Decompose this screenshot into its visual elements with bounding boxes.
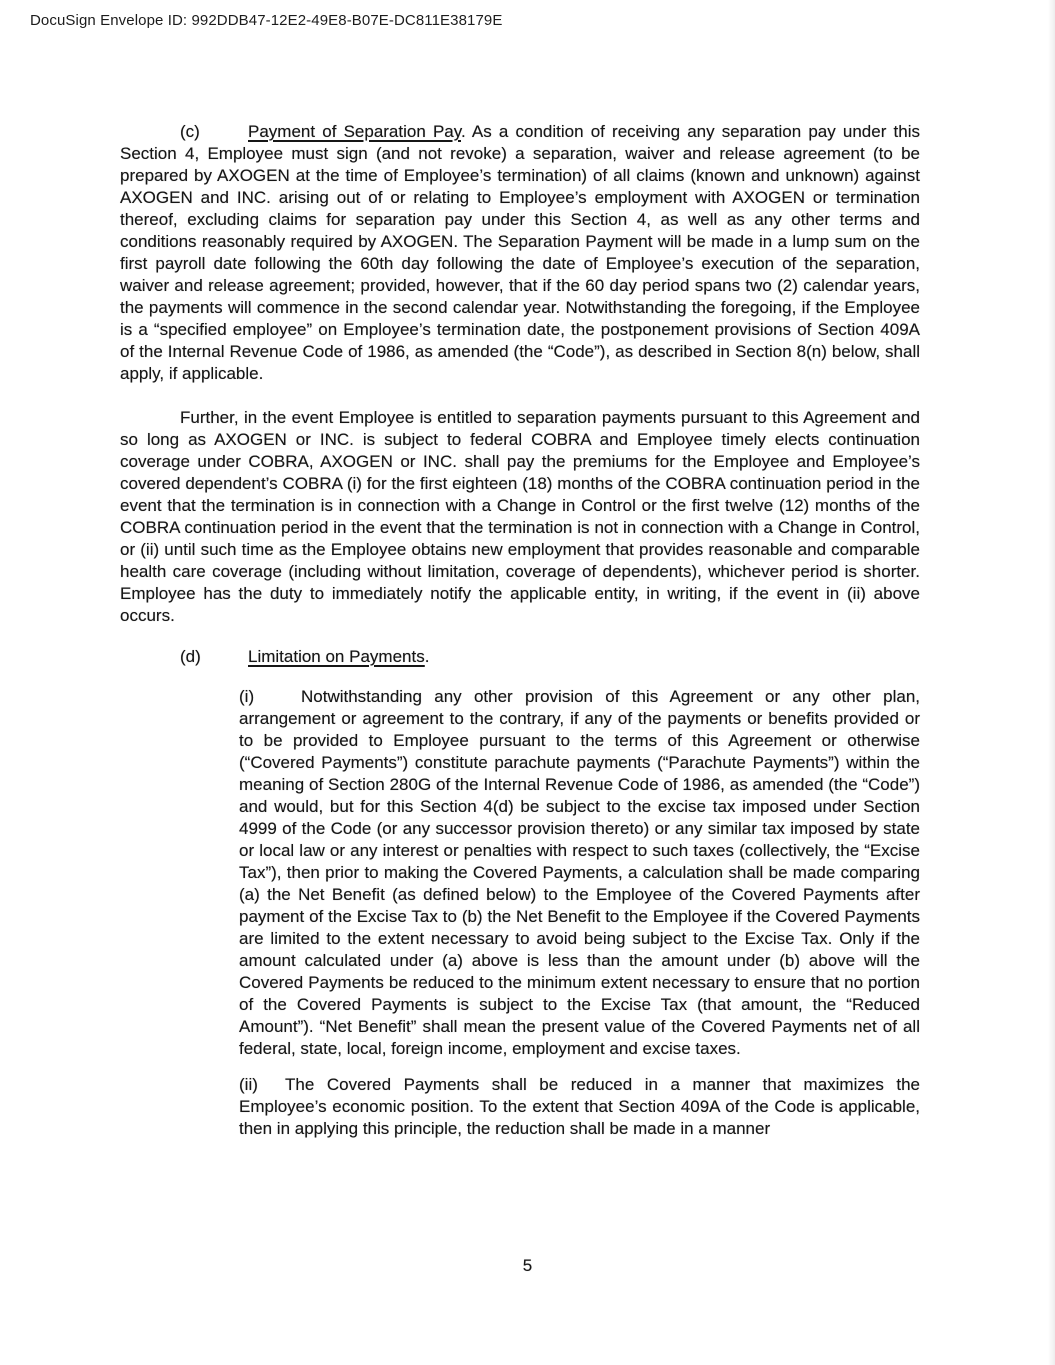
further-paragraph <box>120 407 920 627</box>
section-d-item-ii-paragraph <box>239 1074 920 1140</box>
item-i-body-text: Notwithstanding any other provision of this Agreement or any other plan, arrangement or agreement to the contrary, if any of the payments or benefits provided or to be provided to Employee pursuant to the terms of this Agreement or otherwise (“Covered Payments”) constitute parachute payments (“Parachute Payments”) within the meaning of Section 280G of the Internal Revenue Code of 1986, as amended (the “Code”) and would, but for this Section 4(d) be subject to the excise tax imposed under Section 4999 of the Code (or any successor provision thereto) or any similar tax imposed by state or local law or any interest or penalties with respect to such taxes (collectively, the “Excise Tax”), then prior to making the Covered Payments, a calculation shall be made comparing (a) the Net Benefit (as defined below) to the Employee of the Covered Payments after payment of the Excise Tax to (b) the Net Benefit to the Employee if the Covered Payments are limited to the extent necessary to avoid being subject to the Excise Tax. Only if the amount calculated under (a) above is less than the amount under (b) above will the Covered Payments be reduced to the minimum extent necessary to ensure that no portion of the Covered Payments is subject to the Excise Tax (that amount, the “Reduced Amount”). “Net Benefit” shall mean the present value of the Covered Payments net of all federal, state, local, foreign income, employment and excise taxes. <box>239 687 920 1058</box>
item-ii-body-text: The Covered Payments shall be reduced in a manner that maximizes the Employee’s economic position. To the extent that Section 409A of the Code is applicable, then in applying this principle, the reduction shall be made in a manner <box>239 1075 920 1138</box>
section-c-heading-period: . <box>460 122 472 141</box>
item-i-marker: (i) <box>239 687 255 706</box>
docusign-envelope-id: DocuSign Envelope ID: 992DDB47-12E2-49E8-B07E-DC811E38179E <box>30 12 503 29</box>
document-body <box>120 121 920 1140</box>
section-c-heading: Payment of Separation Pay <box>248 122 461 141</box>
item-ii-marker: (ii) <box>239 1075 258 1094</box>
section-d-marker: (d) <box>180 647 201 666</box>
section-c-body-text: As a condition of receiving any separation pay under this Section 4, Employee must sign (and not revoke) a separation, waiver and release agreement (to be prepared by AXOGEN at the time of Employee’s termination) of all claims (known and unknown) against AXOGEN and INC. arising out of or relating to Employee’s employment with AXOGEN or termination thereof, excluding claims for separation pay under this Section 4, as well as any other terms and conditions reasonably required by AXOGEN. The Separation Payment will be made in a lump sum on the first payroll date following the 60th day following the date of Employee’s execution of the separation, waiver and release agreement; provided, however, that if the 60 day period spans two (2) calendar years, the payments will commence in the second calendar year. Notwithstanding the foregoing, if the Employee is a “specified employee” on Employee’s termination date, the postponement provisions of Section 409A of the Internal Revenue Code of 1986, as amended (the “Code”), as described in Section 8(n) below, shall apply, if applicable. <box>120 122 920 383</box>
page-number: 5 <box>522 1256 533 1275</box>
section-d-heading: Limitation on Payments <box>248 647 425 666</box>
section-c-paragraph <box>120 121 920 385</box>
scan-edge-shading <box>1048 0 1055 1365</box>
section-c-marker: (c) <box>180 122 200 141</box>
further-paragraph-text: Further, in the event Employee is entitled to separation payments pursuant to this Agreement and so long as AXOGEN or INC. is subject to federal COBRA and Employee timely elects continuation coverage under COBRA, AXOGEN or INC. shall pay the premiums for the Employee and Employee’s covered dependent’s COBRA (i) for the first eighteen (18) months of the COBRA continuation period in the event that the termination is in connection with a Change in Control or the first twelve (12) months of the COBRA continuation period in the event that the termination is not in connection with a Change in Control, or (ii) until such time as the Employee obtains new employment that provides reasonable and comparable health care coverage (including without limitation, coverage of dependents), whichever period is shorter. Employee has the duty to immediately notify the applicable entity, in writing, if the event in (ii) above occurs. <box>120 408 920 625</box>
section-d-heading-line <box>120 646 920 668</box>
section-d-item-i-paragraph <box>239 686 920 1060</box>
section-d-heading-period: . <box>424 647 430 666</box>
